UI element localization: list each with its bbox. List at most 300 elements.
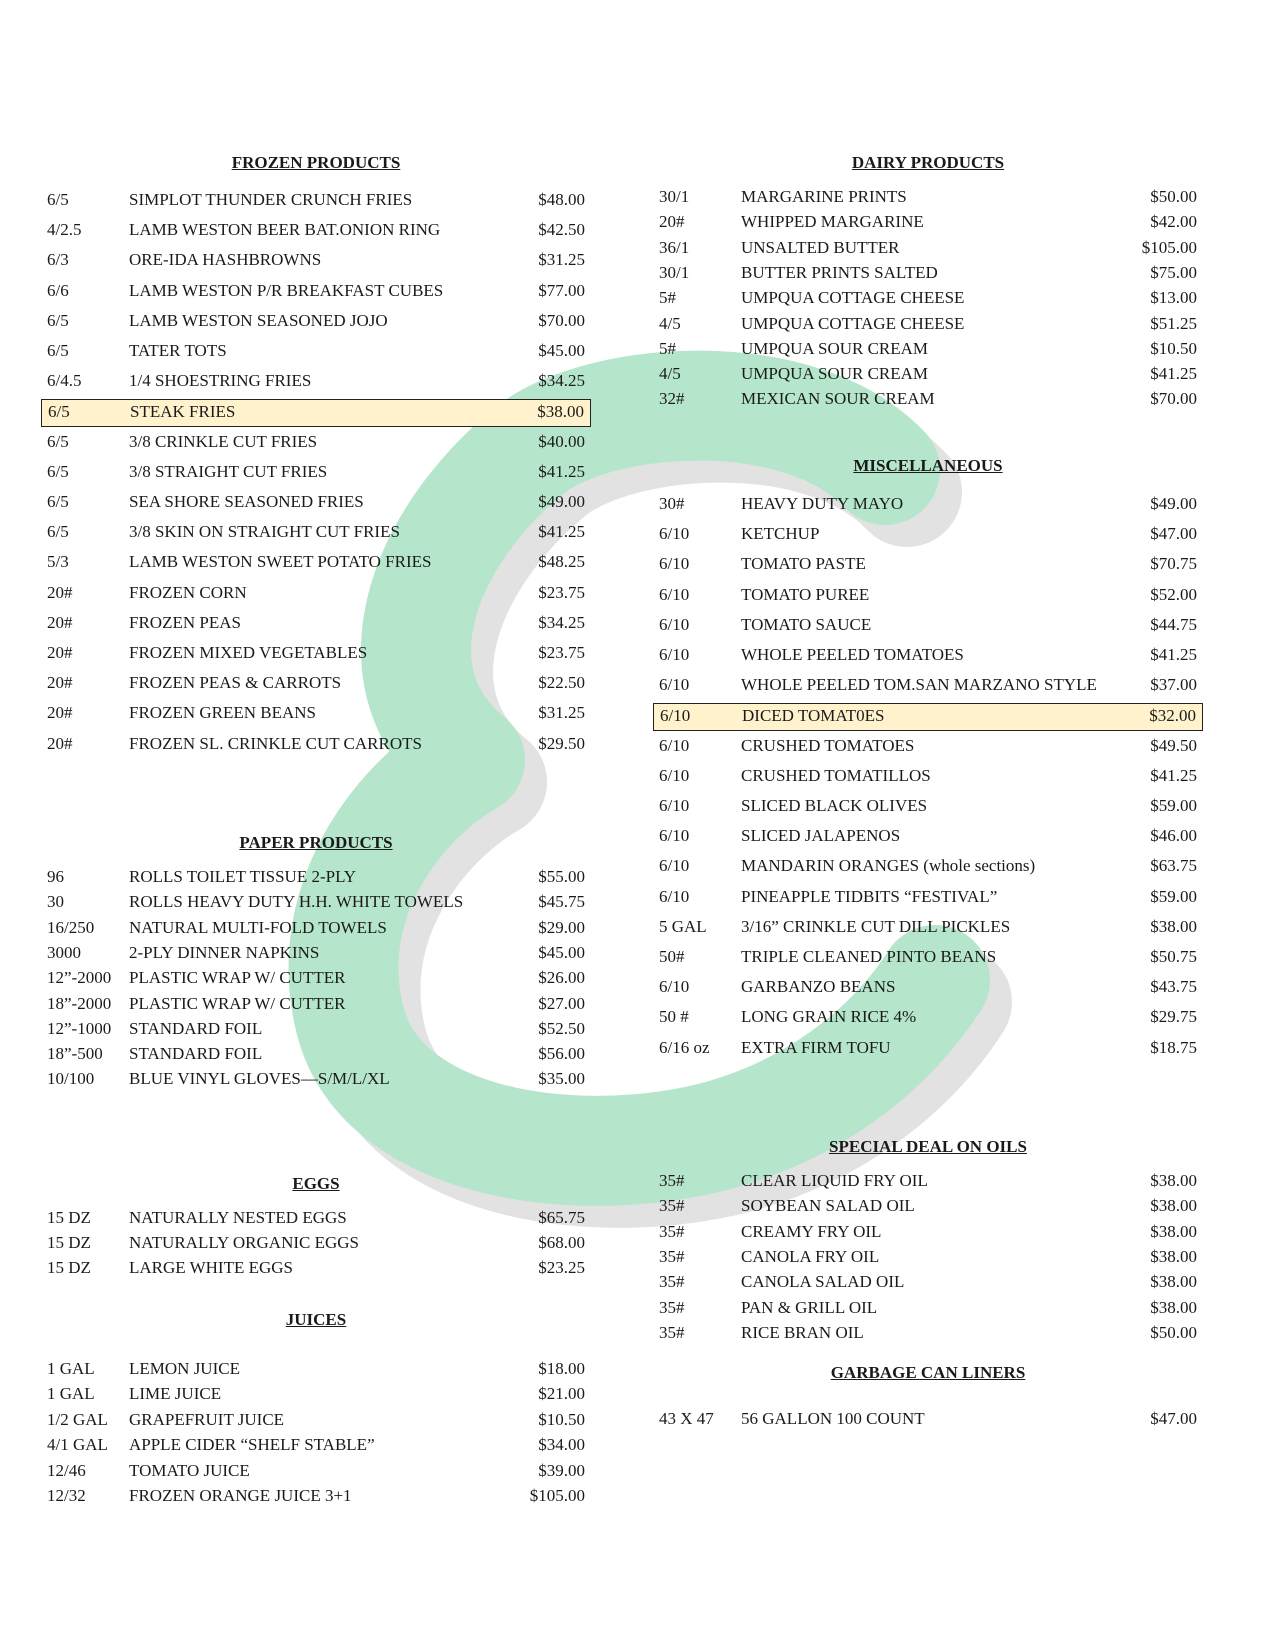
right-column <box>653 0 1203 1650</box>
item-quantity: 30/1 <box>659 262 690 282</box>
item-row <box>41 1233 591 1257</box>
item-quantity: 1 GAL <box>47 1359 95 1378</box>
item-price: $41.25 <box>538 461 585 481</box>
item-description: EXTRA FIRM TOFU <box>741 1037 891 1057</box>
item-quantity: 20# <box>47 703 73 723</box>
item-price: $46.00 <box>1150 826 1197 846</box>
item-quantity: 35# <box>659 1272 685 1292</box>
item-price: $48.25 <box>538 552 585 572</box>
item-row <box>653 263 1203 287</box>
item-row <box>41 1208 591 1232</box>
item-price: $39.00 <box>538 1460 585 1480</box>
item-description: LIME JUICE <box>129 1384 222 1404</box>
item-row <box>41 1435 591 1459</box>
item-quantity: 5/3 <box>47 552 69 572</box>
item-row <box>41 703 591 727</box>
item-price: $41.25 <box>1150 765 1197 785</box>
item-quantity: 6/10 <box>659 765 690 785</box>
item-row <box>653 675 1203 699</box>
item-price: $34.00 <box>538 1435 585 1455</box>
left-column <box>41 0 591 1650</box>
item-quantity: 6/4.5 <box>47 371 82 391</box>
item-price: $105.00 <box>1141 237 1197 257</box>
item-description: CANOLA SALAD OIL <box>741 1272 905 1292</box>
item-quantity: 20# <box>47 673 73 693</box>
item-price: $105.00 <box>529 1486 585 1505</box>
item-description: CRUSHED TOMATILLOS <box>741 765 931 785</box>
item-row <box>41 643 591 667</box>
item-description: BUTTER PRINTS SALTED <box>741 262 938 282</box>
item-price: $18.75 <box>1150 1037 1197 1057</box>
item-description: TOMATO PASTE <box>741 554 866 574</box>
item-description: FROZEN ORANGE JUICE 3+1 <box>129 1486 352 1505</box>
item-row <box>41 1359 591 1383</box>
item-description: TOMATO PUREE <box>741 584 870 604</box>
item-price: $42.00 <box>1150 212 1197 232</box>
item-description: FROZEN GREEN BEANS <box>129 703 317 723</box>
item-quantity: 12/32 <box>47 1486 86 1505</box>
item-row <box>41 867 591 891</box>
item-quantity: 5# <box>659 288 676 308</box>
item-description: PINEAPPLE TIDBITS “FESTIVAL” <box>741 886 998 906</box>
item-price: $59.00 <box>1150 886 1197 906</box>
item-row <box>41 1044 591 1068</box>
item-row <box>41 892 591 916</box>
item-quantity: 96 <box>47 867 64 886</box>
item-row <box>41 341 591 365</box>
item-price: $41.25 <box>1150 645 1197 664</box>
item-description: LARGE WHITE EGGS <box>129 1258 293 1277</box>
item-description: WHOLE PEELED TOMATOES <box>741 645 964 664</box>
item-row <box>653 1323 1203 1347</box>
item-quantity: 43 X 47 <box>659 1409 714 1428</box>
section-title-frozen: FROZEN PRODUCTS <box>231 153 401 172</box>
item-price: $23.25 <box>538 1258 585 1277</box>
item-price: $38.00 <box>1150 1171 1197 1190</box>
item-row <box>653 339 1203 363</box>
item-row <box>653 314 1203 338</box>
item-description: 56 GALLON 100 COUNT <box>741 1409 925 1428</box>
item-row <box>653 389 1203 413</box>
item-description: FROZEN PEAS & CARROTS <box>129 673 342 693</box>
item-quantity: 32# <box>659 389 685 409</box>
item-description: STEAK FRIES <box>130 402 236 422</box>
item-price: $77.00 <box>538 280 585 300</box>
item-price: $75.00 <box>1150 262 1197 282</box>
item-row <box>41 1258 591 1282</box>
item-row <box>41 1019 591 1043</box>
item-quantity: 30# <box>659 494 685 513</box>
item-row <box>41 250 591 274</box>
item-price: $52.50 <box>538 1018 585 1038</box>
item-quantity: 35# <box>659 1246 685 1266</box>
item-quantity: 15 DZ <box>47 1258 91 1277</box>
item-price: $63.75 <box>1150 856 1197 876</box>
item-quantity: 6/5 <box>47 492 69 511</box>
item-row <box>41 462 591 486</box>
item-quantity: 15 DZ <box>47 1208 91 1227</box>
item-quantity: 20# <box>47 643 73 662</box>
item-row <box>653 796 1203 820</box>
item-price: $29.50 <box>538 733 585 753</box>
item-quantity: 35# <box>659 1171 685 1190</box>
item-quantity: 6/5 <box>47 310 69 330</box>
item-quantity: 4/5 <box>659 313 681 333</box>
item-price: $21.00 <box>538 1384 585 1404</box>
section-title-paper: PAPER PRODUCTS <box>239 833 393 852</box>
item-quantity: 6/10 <box>659 796 690 815</box>
item-quantity: 6/10 <box>659 826 690 846</box>
item-price: $45.00 <box>538 341 585 360</box>
item-description: CANOLA FRY OIL <box>741 1246 880 1266</box>
item-price: $44.75 <box>1150 614 1197 634</box>
item-row <box>41 734 591 758</box>
item-row <box>653 524 1203 548</box>
item-price: $26.00 <box>538 968 585 988</box>
item-description: LAMB WESTON P/R BREAKFAST CUBES <box>129 280 444 300</box>
item-quantity: 18”-2000 <box>47 993 112 1013</box>
item-price: $56.00 <box>538 1044 585 1064</box>
item-row <box>653 1038 1203 1062</box>
item-price: $70.00 <box>1150 389 1197 409</box>
item-quantity: 6/10 <box>659 735 690 755</box>
item-price: $70.00 <box>538 310 585 330</box>
item-quantity: 3000 <box>47 942 81 962</box>
item-row <box>653 766 1203 790</box>
item-quantity: 6/10 <box>659 645 690 664</box>
item-description: LAMB WESTON SWEET POTATO FRIES <box>129 552 432 572</box>
item-row <box>41 399 591 427</box>
item-row <box>653 187 1203 211</box>
item-price: $55.00 <box>538 867 585 886</box>
item-row <box>653 585 1203 609</box>
item-quantity: 15 DZ <box>47 1233 91 1252</box>
item-description: SIMPLOT THUNDER CRUNCH FRIES <box>129 190 413 209</box>
item-price: $23.75 <box>538 643 585 662</box>
item-quantity: 35# <box>659 1196 685 1216</box>
item-quantity: 6/10 <box>659 977 690 997</box>
item-quantity: 6/16 oz <box>659 1037 710 1057</box>
item-quantity: 18”-500 <box>47 1044 103 1064</box>
item-row <box>41 613 591 637</box>
item-row <box>653 238 1203 262</box>
item-price: $49.50 <box>1150 735 1197 755</box>
item-description: 3/8 CRINKLE CUT FRIES <box>129 431 318 451</box>
item-quantity: 12/46 <box>47 1460 86 1480</box>
item-price: $23.75 <box>538 582 585 602</box>
item-price: $70.75 <box>1150 554 1197 574</box>
item-description: FROZEN MIXED VEGETABLES <box>129 643 368 662</box>
item-quantity: 35# <box>659 1322 685 1342</box>
item-price: $40.00 <box>538 431 585 451</box>
item-description: NATURAL MULTI-FOLD TOWELS <box>129 917 387 937</box>
item-quantity: 4/2.5 <box>47 220 82 240</box>
item-price: $41.25 <box>1150 364 1197 384</box>
item-description: HEAVY DUTY MAYO <box>741 494 904 513</box>
item-price: $27.00 <box>538 993 585 1013</box>
item-description: FROZEN SL. CRINKLE CUT CARROTS <box>129 733 422 753</box>
item-price: $10.50 <box>538 1409 585 1429</box>
item-quantity: 6/5 <box>48 402 70 422</box>
item-description: DICED TOMAT0ES <box>742 706 885 726</box>
item-row <box>41 552 591 576</box>
item-description: NATURALLY ORGANIC EGGS <box>129 1233 359 1252</box>
item-description: CREAMY FRY OIL <box>741 1221 882 1241</box>
item-row <box>653 645 1203 669</box>
item-quantity: 30 <box>47 892 64 912</box>
item-row <box>41 1384 591 1408</box>
item-description: SOYBEAN SALAD OIL <box>741 1196 915 1216</box>
item-row <box>653 288 1203 312</box>
item-quantity: 6/10 <box>659 614 690 634</box>
item-description: LEMON JUICE <box>129 1359 240 1378</box>
item-description: GARBANZO BEANS <box>741 977 896 997</box>
item-price: $38.00 <box>1150 916 1197 936</box>
item-row <box>653 494 1203 518</box>
section-title-dairy: DAIRY PRODUCTS <box>851 153 1005 172</box>
item-description: LONG GRAIN RICE 4% <box>741 1007 917 1027</box>
item-quantity: 36/1 <box>659 237 690 257</box>
item-row <box>653 887 1203 911</box>
item-price: $68.00 <box>538 1233 585 1252</box>
item-quantity: 50 # <box>659 1007 689 1027</box>
item-row <box>653 1247 1203 1271</box>
item-price: $41.25 <box>538 522 585 542</box>
item-quantity: 35# <box>659 1297 685 1317</box>
item-price: $10.50 <box>1150 338 1197 358</box>
item-quantity: 6/10 <box>659 554 690 574</box>
item-quantity: 30/1 <box>659 187 690 206</box>
item-quantity: 20# <box>47 582 73 602</box>
item-row <box>41 190 591 214</box>
item-description: 3/8 SKIN ON STRAIGHT CUT FRIES <box>129 522 400 542</box>
item-quantity: 35# <box>659 1221 685 1241</box>
section-title-juices: JUICES <box>285 1310 347 1329</box>
item-price: $51.25 <box>1150 313 1197 333</box>
item-description: FROZEN CORN <box>129 582 247 602</box>
item-quantity: 1 GAL <box>47 1384 95 1404</box>
item-row <box>653 947 1203 971</box>
item-description: MARGARINE PRINTS <box>741 187 907 206</box>
item-quantity: 6/10 <box>660 706 691 726</box>
section-title-eggs: EGGS <box>292 1174 340 1193</box>
item-price: $37.00 <box>1150 675 1197 695</box>
item-price: $47.00 <box>1150 1409 1197 1428</box>
item-row <box>653 1409 1203 1433</box>
item-row <box>653 212 1203 236</box>
item-description: GRAPEFRUIT JUICE <box>129 1409 285 1429</box>
item-description: PLASTIC WRAP W/ CUTTER <box>129 968 346 988</box>
item-description: UMPQUA SOUR CREAM <box>741 364 929 384</box>
item-price: $35.00 <box>538 1069 585 1089</box>
item-quantity: 16/250 <box>47 917 95 937</box>
item-row <box>653 736 1203 760</box>
item-row <box>41 918 591 942</box>
item-description: 3/16” CRINKLE CUT DILL PICKLES <box>741 916 1011 936</box>
item-description: ROLLS HEAVY DUTY H.H. WHITE TOWELS <box>129 892 464 912</box>
item-description: TATER TOTS <box>129 341 227 360</box>
item-row <box>41 943 591 967</box>
item-description: 2-PLY DINNER NAPKINS <box>129 942 320 962</box>
item-description: STANDARD FOIL <box>129 1018 263 1038</box>
item-row <box>41 432 591 456</box>
item-description: TRIPLE CLEANED PINTO BEANS <box>741 947 997 966</box>
item-description: MEXICAN SOUR CREAM <box>741 389 935 409</box>
item-quantity: 4/5 <box>659 364 681 384</box>
item-price: $34.25 <box>538 371 585 391</box>
item-price: $49.00 <box>1150 494 1197 513</box>
item-price: $38.00 <box>1150 1221 1197 1241</box>
item-quantity: 1/2 GAL <box>47 1409 108 1429</box>
item-row <box>41 220 591 244</box>
item-price: $31.25 <box>538 703 585 723</box>
item-description: STANDARD FOIL <box>129 1044 263 1064</box>
item-row <box>653 1272 1203 1296</box>
section-title-misc: MISCELLANEOUS <box>853 456 1003 475</box>
item-description: KETCHUP <box>741 524 820 544</box>
item-row <box>41 1069 591 1093</box>
item-price: $43.75 <box>1150 977 1197 997</box>
item-quantity: 5# <box>659 338 676 358</box>
item-description: ORE-IDA HASHBROWNS <box>129 250 322 270</box>
item-quantity: 20# <box>47 612 73 632</box>
item-description: CRUSHED TOMATOES <box>741 735 915 755</box>
item-row <box>653 554 1203 578</box>
item-description: UMPQUA SOUR CREAM <box>741 338 929 358</box>
item-quantity: 6/5 <box>47 341 69 360</box>
item-row <box>41 968 591 992</box>
item-price: $38.00 <box>1150 1297 1197 1317</box>
item-price: $13.00 <box>1150 288 1197 308</box>
item-row <box>653 977 1203 1001</box>
item-row <box>653 826 1203 850</box>
item-price: $22.50 <box>538 673 585 693</box>
item-description: PAN & GRILL OIL <box>741 1297 878 1317</box>
item-description: WHIPPED MARGARINE <box>741 212 924 232</box>
item-description: SLICED JALAPENOS <box>741 826 901 846</box>
item-row <box>41 522 591 546</box>
item-description: UMPQUA COTTAGE CHEESE <box>741 313 965 333</box>
item-price: $50.00 <box>1150 187 1197 206</box>
item-quantity: 50# <box>659 947 685 966</box>
item-price: $45.00 <box>538 942 585 962</box>
item-row <box>653 1007 1203 1031</box>
item-description: SLICED BLACK OLIVES <box>741 796 928 815</box>
item-row <box>653 917 1203 941</box>
item-row <box>41 371 591 395</box>
item-row <box>41 994 591 1018</box>
item-row <box>41 281 591 305</box>
item-price: $29.75 <box>1150 1007 1197 1027</box>
item-price: $65.75 <box>538 1208 585 1227</box>
item-description: WHOLE PEELED TOM.SAN MARZANO STYLE <box>741 675 1097 695</box>
item-quantity: 6/6 <box>47 280 69 300</box>
item-row <box>653 1196 1203 1220</box>
item-description: 3/8 STRAIGHT CUT FRIES <box>129 461 328 481</box>
item-row <box>41 1410 591 1434</box>
item-quantity: 6/10 <box>659 584 690 604</box>
item-description: 1/4 SHOESTRING FRIES <box>129 371 312 391</box>
section-title-oils: SPECIAL DEAL ON OILS <box>829 1137 1027 1156</box>
item-row <box>41 673 591 697</box>
item-price: $29.00 <box>538 917 585 937</box>
item-quantity: 6/10 <box>659 886 690 906</box>
item-quantity: 4/1 GAL <box>47 1435 108 1455</box>
item-price: $50.00 <box>1150 1322 1197 1342</box>
item-quantity: 10/100 <box>47 1069 95 1089</box>
item-quantity: 6/5 <box>47 190 69 209</box>
item-description: UNSALTED BUTTER <box>741 237 900 257</box>
item-quantity: 20# <box>47 733 73 753</box>
item-row <box>653 1222 1203 1246</box>
item-description: CLEAR LIQUID FRY OIL <box>741 1171 928 1190</box>
item-description: RICE BRAN OIL <box>741 1322 864 1342</box>
item-row <box>653 615 1203 639</box>
item-description: BLUE VINYL GLOVES—S/M/L/XL <box>129 1069 390 1089</box>
item-description: NATURALLY NESTED EGGS <box>129 1208 347 1227</box>
item-row <box>653 1171 1203 1195</box>
item-quantity: 20# <box>659 212 685 232</box>
item-price: $31.25 <box>538 250 585 270</box>
item-description: TOMATO SAUCE <box>741 614 872 634</box>
item-price: $18.00 <box>538 1359 585 1378</box>
item-description: PLASTIC WRAP W/ CUTTER <box>129 993 346 1013</box>
item-price: $52.00 <box>1150 584 1197 604</box>
item-row <box>41 492 591 516</box>
item-description: SEA SHORE SEASONED FRIES <box>129 492 364 511</box>
item-quantity: 12”-1000 <box>47 1018 112 1038</box>
item-price: $45.75 <box>538 892 585 912</box>
item-price: $38.00 <box>1150 1272 1197 1292</box>
item-description: FROZEN PEAS <box>129 612 241 632</box>
item-quantity: 6/10 <box>659 524 690 544</box>
item-price: $48.00 <box>538 190 585 209</box>
item-price: $47.00 <box>1150 524 1197 544</box>
item-row <box>41 1486 591 1510</box>
item-price: $38.00 <box>537 402 584 422</box>
item-price: $34.25 <box>538 612 585 632</box>
item-price: $50.75 <box>1150 947 1197 966</box>
item-price: $38.00 <box>1150 1196 1197 1216</box>
section-title-liners: GARBAGE CAN LINERS <box>830 1363 1026 1382</box>
item-description: MANDARIN ORANGES (whole sections) <box>741 856 1036 876</box>
item-description: TOMATO JUICE <box>129 1460 250 1480</box>
item-quantity: 6/5 <box>47 431 69 451</box>
item-row <box>653 1298 1203 1322</box>
item-row <box>653 364 1203 388</box>
item-price: $42.50 <box>538 220 585 240</box>
item-row <box>41 1461 591 1485</box>
item-description: LAMB WESTON SEASONED JOJO <box>129 310 388 330</box>
item-row <box>41 583 591 607</box>
item-description: APPLE CIDER “SHELF STABLE” <box>129 1435 375 1455</box>
item-quantity: 12”-2000 <box>47 968 112 988</box>
item-description: UMPQUA COTTAGE CHEESE <box>741 288 965 308</box>
item-price: $59.00 <box>1150 796 1197 815</box>
item-quantity: 6/3 <box>47 250 69 270</box>
item-quantity: 6/5 <box>47 461 69 481</box>
item-price: $38.00 <box>1150 1246 1197 1266</box>
item-price: $32.00 <box>1149 706 1196 726</box>
item-row <box>653 703 1203 731</box>
item-description: LAMB WESTON BEER BAT.ONION RING <box>129 220 441 240</box>
item-price: $49.00 <box>538 492 585 511</box>
item-quantity: 5 GAL <box>659 916 707 936</box>
item-description: ROLLS TOILET TISSUE 2-PLY <box>129 867 357 886</box>
item-quantity: 6/10 <box>659 856 690 876</box>
item-quantity: 6/5 <box>47 522 69 542</box>
item-row <box>653 856 1203 880</box>
